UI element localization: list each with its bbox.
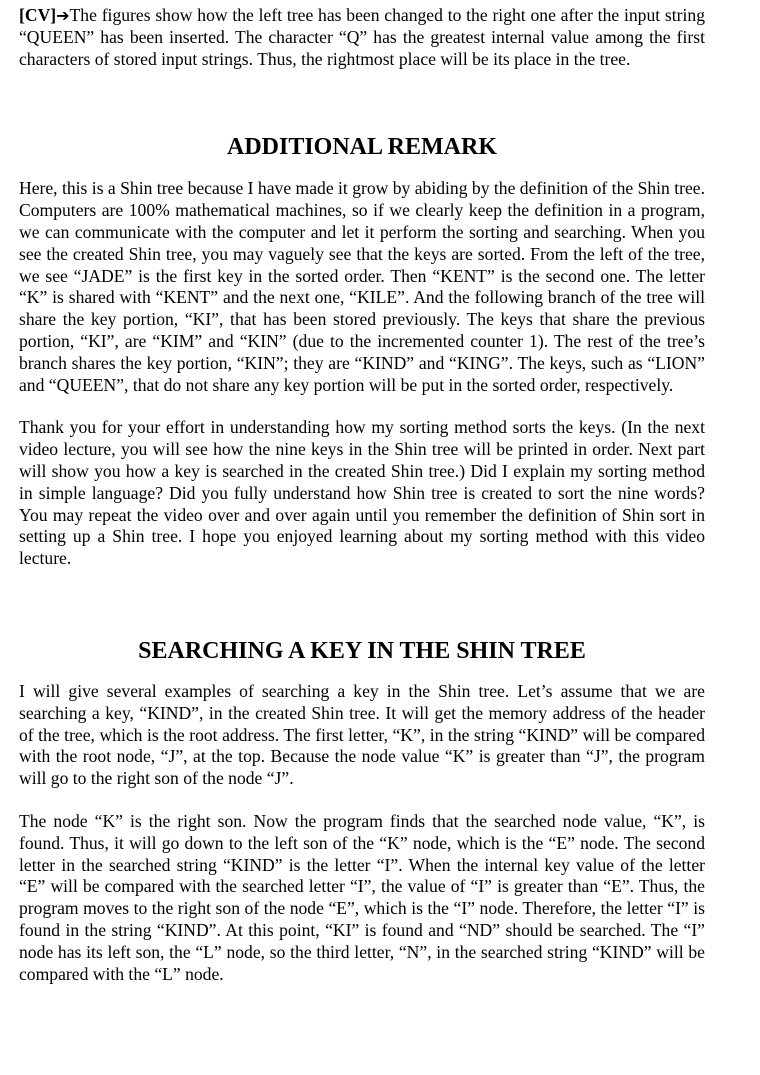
remark-paragraph-1: Here, this is a Shin tree because I have made it grow by abiding by the definition of the Shin tree. Computers are 100% mathematical machines, so if we clearly keep the definition in a program, we can communicate with the computer and let it perform the sorting and searching. When you see the created Shin tree, you may vaguely see that the keys are sorted. From the left of the tree, we see “JADE” is the first key in the sorted order. Then “KENT” is the second one. The letter “K” is shared with “KENT” and the next one, “KILE”. And the following branch of the tree will share the key portion, “KI”, that has been stored previously. The keys that share the previous portion, “KI”, are “KIM” and “KIN” (due to the incremented counter 1). The rest of the tree’s branch shares the key portion, “KIN”; they are “KIND” and “KING”. The keys, such as “LION” and “QUEEN”, that do not share any key portion will be put in the sorted order, respectively.: [19, 178, 705, 395]
additional-remark-heading: ADDITIONAL REMARK: [226, 134, 498, 161]
searching-heading: SEARCHING A KEY IN THE SHIN TREE: [138, 637, 586, 664]
arrow-icon: ➔: [56, 6, 70, 25]
remark-paragraph-2: Thank you for your effort in understanding how my sorting method sorts the keys. (In the next video lecture, you will see how the nine keys in the Shin tree will be printed in order. Next part will show you how a key is searched in the created Shin tree.) Did I explain my sorting method in simple language? Did you fully understand how Shin tree is created to sort the nine words? You may repeat the video over and over again until you remember the definition of Shin sort in setting up a Shin tree. I hope you enjoyed learning about my sorting method with this video lecture.: [19, 417, 705, 569]
intro-text: The figures show how the left tree has been changed to the right one after the input string “QUEEN” has been inserted. The character “Q” has the greatest internal value among the first characters of stored input strings. Thus, the rightmost place will be its place in the tree.: [19, 5, 705, 69]
document-page: [19, 5, 705, 985]
intro-paragraph: [19, 5, 705, 70]
search-paragraph-1: I will give several examples of searching a key in the Shin tree. Let’s assume that we are searching a key, “KIND”, in the created Shin tree. It will get the memory address of the header of the tree, which is the root address. The first letter, “K”, in the string “KIND” will be compared with the root node, “J”, at the top. Because the node value “K” is greater than “J”, the program will go to the right son of the node “J”.: [19, 680, 705, 789]
search-paragraph-2: The node “K” is the right son. Now the program finds that the searched node value, “K”, is found. Thus, it will go down to the left son of the “K” node, which is the “E” node. The second letter in the searched string “KIND” is the letter “I”. When the internal key value of the letter “E” will be compared with the searched letter “I”, the value of “I” is greater than “E”. Thus, the program moves to the right son of the node “E”, which is the “I” node. Therefore, the letter “I” is found in the string “KIND”. At this point, “KI” is found and “ND” should be searched. The “I” node has its left son, the “L” node, so the third letter, “N”, in the searched string “KIND” will be compared with the “L” node.: [19, 810, 705, 984]
cv-tag: [CV]: [19, 5, 57, 25]
